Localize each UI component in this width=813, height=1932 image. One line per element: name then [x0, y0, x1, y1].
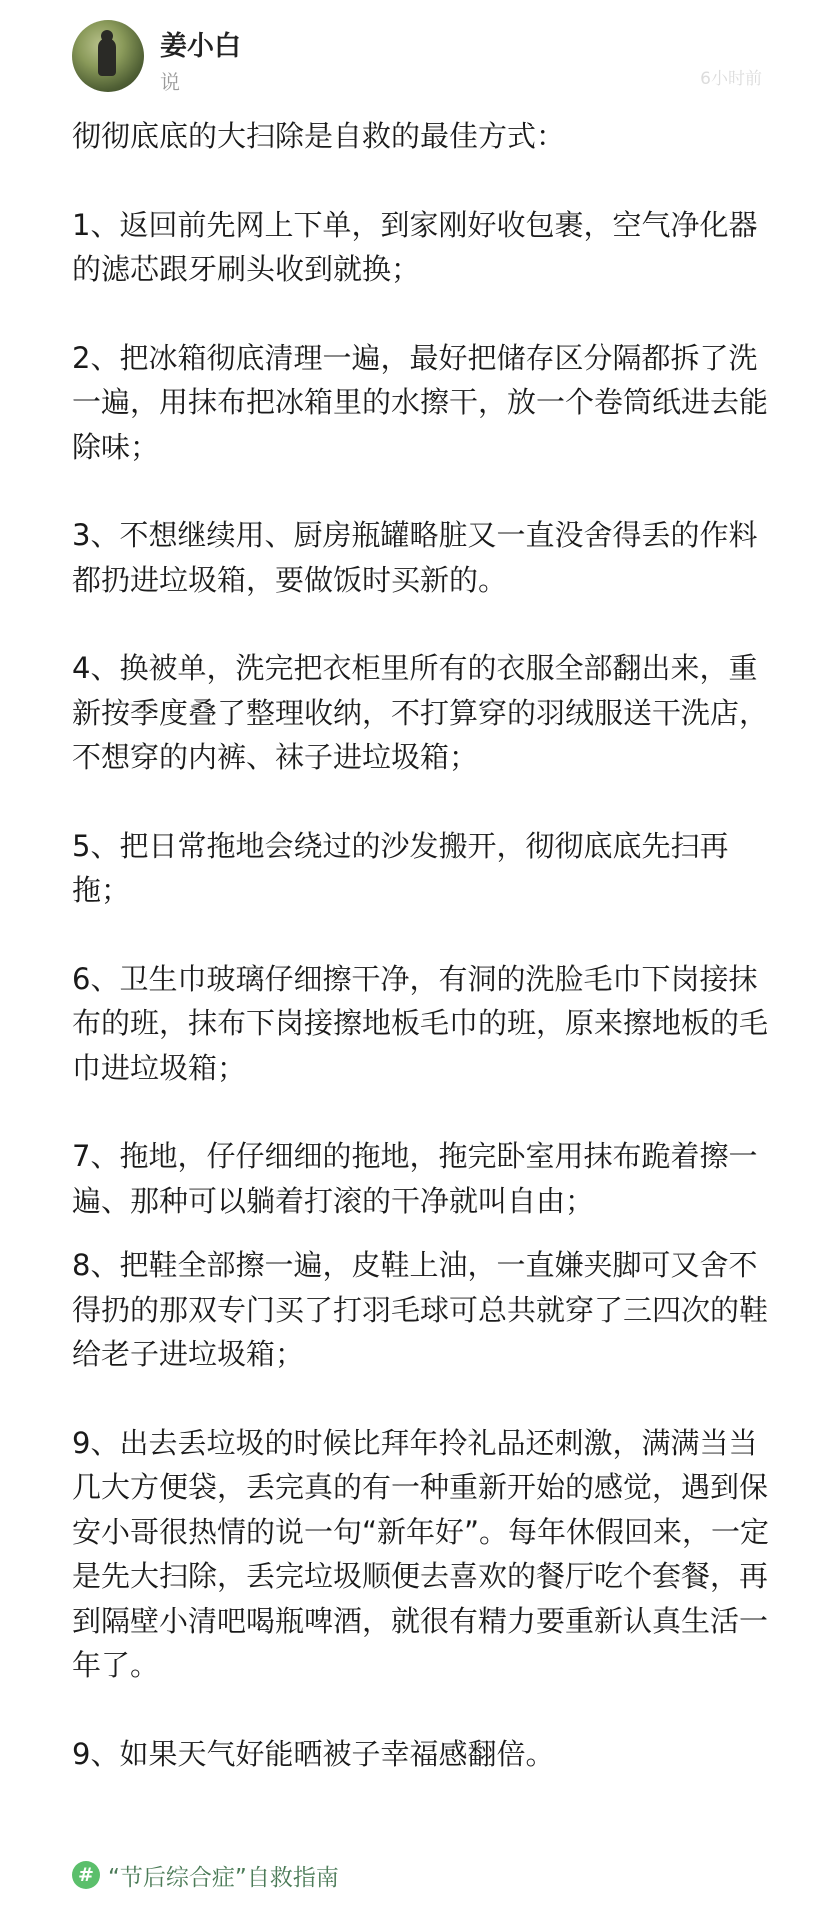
list-item: 1、返回前先网上下单，到家刚好收包裹，空气净化器的滤芯跟牙刷头收到就换；: [72, 207, 758, 286]
avatar-figure-body: [98, 38, 116, 76]
post-intro: 彻彻底底的大扫除是自救的最佳方式：: [72, 119, 566, 153]
hashtag-icon: #: [72, 1861, 100, 1889]
list-item: 6、卫生巾玻璃仔细擦干净，有洞的洗脸毛巾下岗接抹布的班，抹布下岗接擦地板毛巾的班，原来擦地板的毛巾进垃圾箱；: [72, 961, 769, 1085]
post-header: [72, 18, 762, 94]
list-item: 5、把日常拖地会绕过的沙发搬开，彻彻底底先扫再拖；: [72, 828, 729, 907]
avatar[interactable]: [72, 20, 144, 92]
topic-label: “节后综合症”自救指南: [108, 1864, 339, 1891]
username[interactable]: 姜小白: [160, 31, 241, 62]
list-item: 2、把冰箱彻底清理一遍，最好把储存区分隔都拆了洗一遍，用抹布把冰箱里的水擦干，放一个卷筒纸进去能除味；: [72, 340, 769, 464]
list-item: 9、如果天气好能晒被子幸福感翻倍。: [72, 1736, 555, 1771]
list-item: 9、出去丢垃圾的时候比拜年拎礼品还刺激，满满当当几大方便袋，丢完真的有一种重新开始的感觉，遇到保安小哥很热情的说一句“新年好”。每年休假回来，一定是先大扫除，丢完垃圾顺便去喜欢的餐厅吃个套餐，再到隔壁小清吧喝瓶啤酒，就很有精力要重新认真生活一年了。: [72, 1425, 770, 1682]
post-subtitle: 说: [160, 70, 180, 94]
list-item: 8、把鞋全部擦一遍，皮鞋上油，一直嫌夹脚可又舍不得扔的那双专门买了打羽毛球可总共就穿了三四次的鞋给老子进垃圾箱；: [72, 1248, 769, 1371]
list-item: 4、换被单，洗完把衣柜里所有的衣服全部翻出来，重新按季度叠了整理收纳，不打算穿的羽绒服送干洗店，不想穿的内裤、袜子进垃圾箱；: [72, 651, 769, 774]
list-item: 7、拖地，仔仔细细的拖地，拖完卧室用抹布跪着擦一遍、那种可以躺着打滚的干净就叫自由；: [72, 1139, 758, 1218]
post-content: [72, 114, 772, 1776]
list-item: 3、不想继续用、厨房瓶罐略脏又一直没舍得丢的作料都扔进垃圾箱，要做饭时买新的。: [72, 518, 758, 597]
post-timestamp: 6小时前: [700, 69, 762, 89]
topic-tag[interactable]: [72, 1858, 339, 1892]
